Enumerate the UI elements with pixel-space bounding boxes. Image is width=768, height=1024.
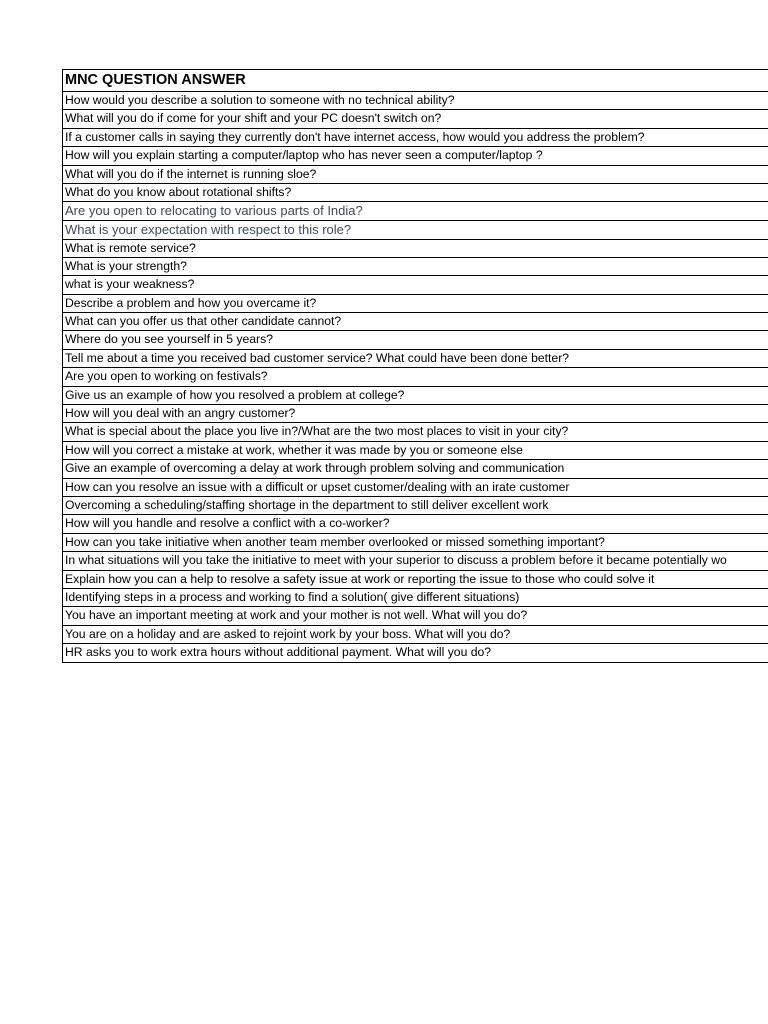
question-row[interactable]: Tell me about a time you received bad customer service? What could have been done better? bbox=[63, 350, 768, 368]
question-row[interactable]: what is your weakness? bbox=[63, 276, 768, 294]
question-row[interactable]: HR asks you to work extra hours without additional payment. What will you do? bbox=[63, 644, 768, 662]
question-row[interactable]: How will you handle and resolve a conflict with a co-worker? bbox=[63, 515, 768, 533]
question-row[interactable]: Give us an example of how you resolved a problem at college? bbox=[63, 387, 768, 405]
question-row[interactable]: What do you know about rotational shifts? bbox=[63, 184, 768, 202]
question-row[interactable]: What is remote service? bbox=[63, 240, 768, 258]
question-row[interactable]: Are you open to working on festivals? bbox=[63, 368, 768, 386]
question-row[interactable]: Explain how you can a help to resolve a safety issue at work or reporting the issue to those who could solve it bbox=[63, 571, 768, 589]
question-row[interactable]: Give an example of overcoming a delay at work through problem solving and communication bbox=[63, 460, 768, 478]
question-row[interactable]: What will you do if come for your shift and your PC doesn't switch on? bbox=[63, 110, 768, 128]
question-row[interactable]: Identifying steps in a process and working to find a solution( give different situations) bbox=[63, 589, 768, 607]
sheet-title: MNC QUESTION ANSWER bbox=[63, 70, 768, 92]
question-rows bbox=[63, 92, 768, 663]
question-row[interactable]: How will you deal with an angry customer? bbox=[63, 405, 768, 423]
question-row[interactable]: Describe a problem and how you overcame it? bbox=[63, 295, 768, 313]
question-row[interactable]: What will you do if the internet is running sloe? bbox=[63, 166, 768, 184]
question-row[interactable]: How will you explain starting a computer/laptop who has never seen a computer/laptop ? bbox=[63, 147, 768, 165]
question-row[interactable]: If a customer calls in saying they currently don't have internet access, how would you address the problem? bbox=[63, 129, 768, 147]
question-table bbox=[62, 69, 768, 663]
question-row[interactable]: How would you describe a solution to someone with no technical ability? bbox=[63, 92, 768, 110]
question-row[interactable]: How can you take initiative when another team member overlooked or missed something important? bbox=[63, 534, 768, 552]
question-row[interactable]: How will you correct a mistake at work, whether it was made by you or someone else bbox=[63, 442, 768, 460]
question-row[interactable]: What can you offer us that other candidate cannot? bbox=[63, 313, 768, 331]
question-row[interactable]: What is your expectation with respect to this role? bbox=[63, 221, 768, 240]
question-row[interactable]: What is special about the place you live in?/What are the two most places to visit in your city? bbox=[63, 423, 768, 441]
question-row[interactable]: You have an important meeting at work and your mother is not well. What will you do? bbox=[63, 607, 768, 625]
question-row[interactable]: You are on a holiday and are asked to rejoint work by your boss. What will you do? bbox=[63, 626, 768, 644]
question-row[interactable]: In what situations will you take the initiative to meet with your superior to discuss a problem before it became potentially wo bbox=[63, 552, 768, 570]
question-row[interactable]: What is your strength? bbox=[63, 258, 768, 276]
question-row[interactable]: Overcoming a scheduling/staffing shortage in the department to still deliver excellent work bbox=[63, 497, 768, 515]
question-row[interactable]: How can you resolve an issue with a difficult or upset customer/dealing with an irate customer bbox=[63, 479, 768, 497]
question-row[interactable]: Are you open to relocating to various parts of India? bbox=[63, 202, 768, 221]
question-row[interactable]: Where do you see yourself in 5 years? bbox=[63, 331, 768, 349]
